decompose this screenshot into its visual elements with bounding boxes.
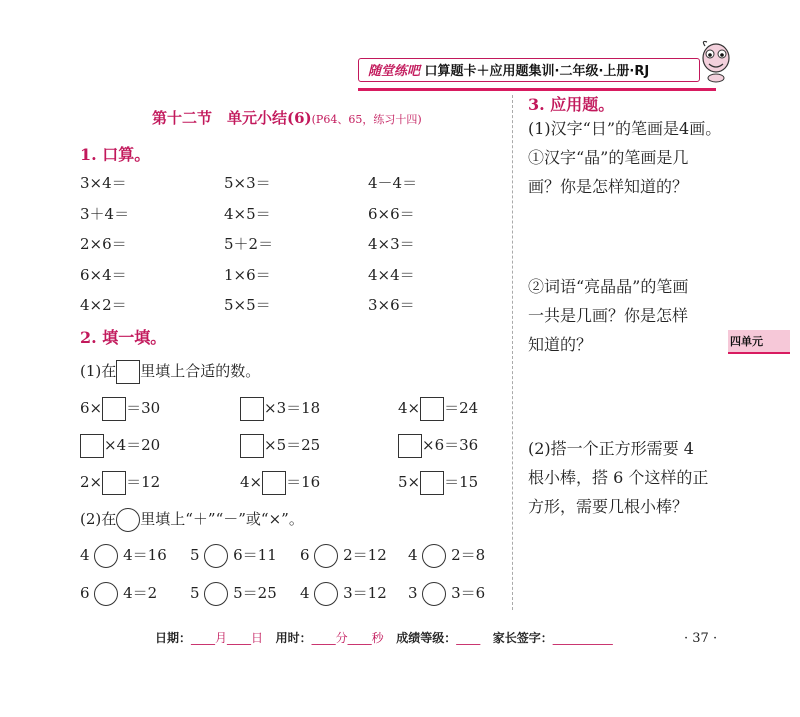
problem-line: 一共是几画？你是怎样 xyxy=(528,306,689,325)
header-rule xyxy=(358,88,716,91)
fill-item xyxy=(80,434,160,458)
lesson-title-text: 第十二节 单元小结(6) xyxy=(152,109,312,127)
operator-item xyxy=(190,544,277,568)
problem-2 xyxy=(528,434,728,521)
answer-box[interactable] xyxy=(240,434,264,458)
problem-line: 知道的？ xyxy=(528,335,593,354)
mascot-icon xyxy=(695,36,737,84)
problem-line: 方形，需要几根小棒？ xyxy=(528,497,689,516)
oral-item: 4×5＝ xyxy=(224,205,271,223)
fill-item xyxy=(398,471,478,495)
parent-sign-label: 家长签字： xyxy=(492,631,553,645)
op-right: 5＝25 xyxy=(233,584,277,602)
operator-item xyxy=(80,582,157,606)
day-unit: 日 xyxy=(251,631,264,645)
oral-item: 3×6＝ xyxy=(368,296,415,314)
fill-post: ×4＝20 xyxy=(104,436,161,454)
fill-pre: 4× xyxy=(240,473,263,491)
answer-box[interactable] xyxy=(262,471,286,495)
fill-post: ＝30 xyxy=(126,399,161,417)
date-label: 日期： xyxy=(155,631,192,645)
oral-item: 4－4＝ xyxy=(368,174,418,192)
header-title xyxy=(368,60,649,79)
op-left: 5 xyxy=(190,584,200,602)
fill-post: ×6＝36 xyxy=(422,436,479,454)
operator-circle[interactable] xyxy=(94,582,118,606)
fill-pre: 2× xyxy=(80,473,103,491)
fill-item xyxy=(80,471,160,495)
op-right: 4＝2 xyxy=(123,584,158,602)
unit-tab-label: 四单元 xyxy=(730,335,763,348)
oral-item: 6×4＝ xyxy=(80,266,127,284)
fill-post: ＝16 xyxy=(286,473,321,491)
problem-1 xyxy=(528,114,728,201)
operator-item xyxy=(80,544,167,568)
oral-item: 5×5＝ xyxy=(224,296,271,314)
time-label: 用时： xyxy=(275,631,312,645)
grade-label: 成绩等级： xyxy=(396,631,457,645)
answer-box[interactable] xyxy=(102,397,126,421)
operator-circle[interactable] xyxy=(314,582,338,606)
op-left: 6 xyxy=(80,584,90,602)
oral-item: 4×3＝ xyxy=(368,235,415,253)
q2-instruction xyxy=(80,508,304,532)
fill-item xyxy=(398,434,478,458)
section-1-heading: 1. 口算。 xyxy=(80,145,151,164)
op-left: 6 xyxy=(300,546,310,564)
blank-circle[interactable] xyxy=(116,508,140,532)
answer-box[interactable] xyxy=(420,397,444,421)
operator-circle[interactable] xyxy=(204,582,228,606)
parent-sign-blank[interactable]: __________ xyxy=(552,631,613,645)
problem-1b xyxy=(528,272,728,359)
op-left: 3 xyxy=(408,584,418,602)
minute-blank[interactable]: ____ xyxy=(311,631,336,645)
oral-item: 2×6＝ xyxy=(80,235,127,253)
q1-suffix: 里填上合适的数。 xyxy=(140,362,261,380)
oral-item: 3×4＝ xyxy=(80,174,127,192)
oral-item: 6×6＝ xyxy=(368,205,415,223)
grade-blank[interactable]: ____ xyxy=(456,631,481,645)
op-right: 2＝12 xyxy=(343,546,387,564)
op-left: 4 xyxy=(300,584,310,602)
op-right: 3＝12 xyxy=(343,584,387,602)
answer-box[interactable] xyxy=(398,434,422,458)
op-left: 5 xyxy=(190,546,200,564)
fill-post: ×5＝25 xyxy=(264,436,321,454)
oral-item: 4×2＝ xyxy=(80,296,127,314)
q1-prefix: (1)在 xyxy=(80,362,117,380)
op-right: 2＝8 xyxy=(451,546,486,564)
problem-line: (1)汉字“日”的笔画是4画。 xyxy=(528,119,722,138)
oral-item: 5＋2＝ xyxy=(224,235,274,253)
operator-circle[interactable] xyxy=(422,544,446,568)
footer-record xyxy=(155,629,613,646)
book-title: 口算题卡＋应用题集训·二年级·上册·RJ xyxy=(424,64,650,79)
operator-item xyxy=(190,582,277,606)
operator-item xyxy=(408,544,485,568)
operator-circle[interactable] xyxy=(422,582,446,606)
lesson-ref: (P64、65，练习十四) xyxy=(311,113,422,126)
fill-pre: 6× xyxy=(80,399,103,417)
q2-prefix: (2)在 xyxy=(80,510,117,528)
month-blank[interactable]: ____ xyxy=(191,631,216,645)
oral-item: 3＋4＝ xyxy=(80,205,130,223)
fill-pre: 4× xyxy=(398,399,421,417)
page-number: · 37 · xyxy=(684,631,718,646)
problem-line: ②词语“亮晶晶”的笔画 xyxy=(528,277,689,296)
fill-item xyxy=(240,471,320,495)
lesson-title xyxy=(152,107,422,128)
problem-line: 根小棒，搭 6 个这样的正 xyxy=(528,468,709,487)
op-right: 3＝6 xyxy=(451,584,486,602)
fill-item xyxy=(240,434,320,458)
op-right: 6＝11 xyxy=(233,546,277,564)
fill-post: ＝12 xyxy=(126,473,161,491)
q1-instruction xyxy=(80,360,260,384)
oral-item: 5×3＝ xyxy=(224,174,271,192)
section-3-heading: 3. 应用题。 xyxy=(528,95,615,114)
operator-item xyxy=(300,582,387,606)
section-2-heading: 2. 填一填。 xyxy=(80,328,167,347)
operator-item xyxy=(300,544,387,568)
month-unit: 月 xyxy=(215,631,228,645)
minute-unit: 分 xyxy=(335,631,348,645)
oral-item: 4×4＝ xyxy=(368,266,415,284)
column-divider xyxy=(512,95,513,610)
day-blank[interactable]: ____ xyxy=(227,631,252,645)
q2-suffix: 里填上“＋”“－”或“×”。 xyxy=(140,510,304,528)
problem-line: 画？你是怎样知道的？ xyxy=(528,177,689,196)
fill-item xyxy=(240,397,320,421)
problem-line: ①汉字“晶”的笔画是几 xyxy=(528,148,689,167)
op-left: 4 xyxy=(408,546,418,564)
fill-item xyxy=(398,397,478,421)
blank-box[interactable] xyxy=(116,360,140,384)
problem-line: (2)搭一个正方形需要 4 xyxy=(528,439,694,458)
oral-item: 1×6＝ xyxy=(224,266,271,284)
operator-circle[interactable] xyxy=(204,544,228,568)
operator-item xyxy=(408,582,485,606)
fill-post: ＝24 xyxy=(444,399,479,417)
fill-post: ×3＝18 xyxy=(264,399,321,417)
fill-post: ＝15 xyxy=(444,473,479,491)
operator-circle[interactable] xyxy=(314,544,338,568)
series-title: 随堂练吧 xyxy=(368,64,421,79)
operator-circle[interactable] xyxy=(94,544,118,568)
answer-box[interactable] xyxy=(240,397,264,421)
second-blank[interactable]: ____ xyxy=(347,631,372,645)
second-unit: 秒 xyxy=(371,631,384,645)
answer-box[interactable] xyxy=(102,471,126,495)
answer-box[interactable] xyxy=(420,471,444,495)
op-right: 4＝16 xyxy=(123,546,167,564)
fill-item xyxy=(80,397,160,421)
op-left: 4 xyxy=(80,546,90,564)
fill-pre: 5× xyxy=(398,473,421,491)
answer-box[interactable] xyxy=(80,434,104,458)
